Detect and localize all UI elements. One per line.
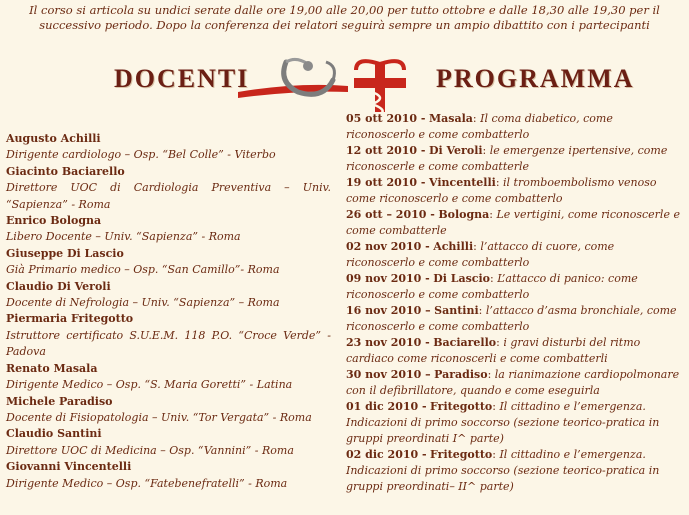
programma-date: 05 ott 2010 -: [346, 112, 426, 125]
docente-role: Direttore UOC di Medicina – Osp. “Vannini” - Roma: [6, 443, 294, 457]
docente-role: Direttore UOC di Cardiologia Preventiva – Univ. “Sapienza” - Roma: [6, 181, 331, 211]
programma-topic: la rianimazione cardiopolmonare con il defibrillatore, quando e come eseguirla: [346, 368, 680, 397]
programma-speaker: Paradiso: [434, 368, 488, 381]
docente-role: Istruttore certificato S.U.E.M. 118 P.O. “Croce Verde” - Padova: [6, 328, 331, 359]
programma-speaker: Masala: [428, 112, 473, 125]
programma-item: 01 dic 2010 - Fritegotto: Il cittadino e l’emergenza. Indicazioni di primo soccorso (sezione teorico-pratica in gruppi preordinati I^ parte): [346, 400, 660, 445]
programma-speaker: Di Lascio: [433, 272, 491, 285]
programma-speaker: Fritegotto: [430, 400, 493, 413]
caduceus-icon: [348, 61, 414, 114]
programma-item: 23 nov 2010 - Baciarello: i gravi disturbi del ritmo cardiaco come riconoscerli e come combatterli: [346, 336, 641, 365]
programma-topic: L’attacco di panico: come riconoscerlo e come combatterlo: [346, 272, 638, 301]
docente-name: Augusto Achilli: [6, 132, 101, 145]
programma-item: 09 nov 2010 - Di Lascio: L’attacco di panico: come riconoscerlo e come combatterlo: [346, 272, 638, 301]
programma-speaker: Di Veroli: [428, 144, 483, 157]
docente-role: Già Primario medico – Osp. “San Camillo”- Roma: [6, 263, 280, 277]
docente-role: Libero Docente – Univ. “Sapienza” - Roma: [6, 230, 241, 244]
intro-line-1: Il corso si articola su undici serate dalle ore 19,00 alle 20,00 per tutto ottobre e dalle 18,30 alle 19,30 per il: [29, 3, 660, 17]
programma-date: 01 dic 2010 -: [346, 400, 427, 413]
programma-topic: i gravi disturbi del ritmo cardiaco come riconoscerli e come combatterli: [346, 336, 641, 365]
programma-speaker: Santini: [434, 304, 479, 317]
programma-topic: Il coma diabetico, come riconoscerlo e come combatterlo: [346, 112, 613, 141]
docente-name: Michele Paradiso: [6, 394, 113, 408]
docenti-list: [6, 131, 331, 492]
programma-topic: l’attacco di cuore, come riconoscerlo e come combatterlo: [346, 240, 615, 269]
programma-date: 30 nov 2010 –: [346, 368, 431, 381]
programma-topic: Le vertigini, come riconoscerle e come combatterle: [346, 208, 680, 237]
docente-name: Giuseppe Di Lascio: [6, 246, 124, 260]
programma-topic: le emergenze ipertensive, come riconoscerle e come combatterle: [346, 144, 668, 173]
docente-role: Dirigente Medico – Osp. “Fatebenefratelli” - Roma: [6, 476, 288, 490]
programma-speaker: Bologna: [438, 208, 490, 221]
docente-name: Claudio Di Veroli: [6, 279, 111, 293]
docente-role: Dirigente cardiologo – Osp. “Bel Colle” - Viterbo: [6, 148, 276, 162]
programma-item: 16 nov 2010 – Santini: l’attacco d’asma bronchiale, come riconoscerlo e come combatterlo: [346, 304, 677, 333]
programma-item: 02 dic 2010 - Fritegotto: Il cittadino e l’emergenza. Indicazioni di primo soccorso (sezione teorico-pratica in gruppi preordinati– II^ parte): [346, 448, 660, 493]
programma-date: 02 nov 2010 -: [346, 240, 430, 253]
docente-name: Giacinto Baciarello: [6, 164, 125, 178]
programma-date: 23 nov 2010 -: [346, 336, 430, 349]
programma-item: 19 ott 2010 - Vincentelli: il tromboembolismo venoso come riconoscerlo e come combatterlo: [346, 176, 657, 205]
docente-name: Renato Masala: [6, 361, 98, 375]
programma-speaker: Baciarello: [433, 336, 497, 349]
docente-name: Giovanni Vincentelli: [6, 460, 132, 474]
programma-date: 09 nov 2010 -: [346, 272, 430, 285]
docente-name: Piermaria Fritegotto: [6, 312, 134, 326]
programma-speaker: Achilli: [433, 240, 474, 253]
programma-speaker: Fritegotto: [430, 448, 493, 461]
programma-item: 12 ott 2010 - Di Veroli: le emergenze ipertensive, come riconoscerle e come combatterle: [346, 144, 668, 173]
programma-item: 02 nov 2010 - Achilli: l’attacco di cuore, come riconoscerlo e come combatterlo: [346, 240, 615, 269]
programma-date: 19 ott 2010 -: [346, 176, 426, 189]
docente-name: Enrico Bologna: [6, 214, 102, 228]
programma-date: 16 nov 2010 –: [346, 304, 431, 317]
programma-item: 26 ott – 2010 - Bologna: Le vertigini, come riconoscerle e come combatterle: [346, 208, 680, 237]
programma-heading: PROGRAMMA: [436, 64, 635, 93]
medical-emblem: [238, 52, 428, 118]
programma-date: 12 ott 2010 -: [346, 144, 426, 157]
docente-role: Docente di Nefrologia – Univ. “Sapienza” – Roma: [6, 296, 280, 310]
docente-role: Docente di Fisiopatologia – Univ. “Tor Vergata” - Roma: [6, 410, 312, 424]
programma-topic: Il cittadino e l’emergenza. Indicazioni di primo soccorso (sezione teorico-pratica in gruppi preordinati– II^ parte): [346, 448, 660, 493]
intro-text: [10, 3, 679, 33]
intro-line-2: successivo periodo. Dopo la conferenza dei relatori seguirà sempre un ampio dibattito con i partecipanti: [39, 18, 650, 32]
programma-list: [346, 111, 681, 495]
programma-date: 02 dic 2010 -: [346, 448, 427, 461]
programma-topic: Il cittadino e l’emergenza. Indicazioni di primo soccorso (sezione teorico-pratica in gruppi preordinati I^ parte): [346, 400, 660, 445]
programma-date: 26 ott – 2010 -: [346, 208, 435, 221]
programma-topic: il tromboembolismo venoso come riconoscerlo e come combatterlo: [346, 176, 657, 205]
docente-name: Claudio Santini: [6, 427, 102, 441]
programma-speaker: Vincentelli: [428, 176, 496, 189]
programma-topic: l’attacco d’asma bronchiale, come riconoscerlo e come combatterlo: [346, 304, 677, 333]
programma-item: 05 ott 2010 - Masala: Il coma diabetico, come riconoscerlo e come combatterlo: [346, 112, 613, 141]
docente-role: Dirigente Medico – Osp. “S. Maria Goretti” - Latina: [6, 378, 293, 392]
docenti-heading: DOCENTI: [114, 64, 250, 93]
programma-item: 30 nov 2010 – Paradiso: la rianimazione cardiopolmonare con il defibrillatore, quando e come eseguirla: [346, 368, 680, 397]
